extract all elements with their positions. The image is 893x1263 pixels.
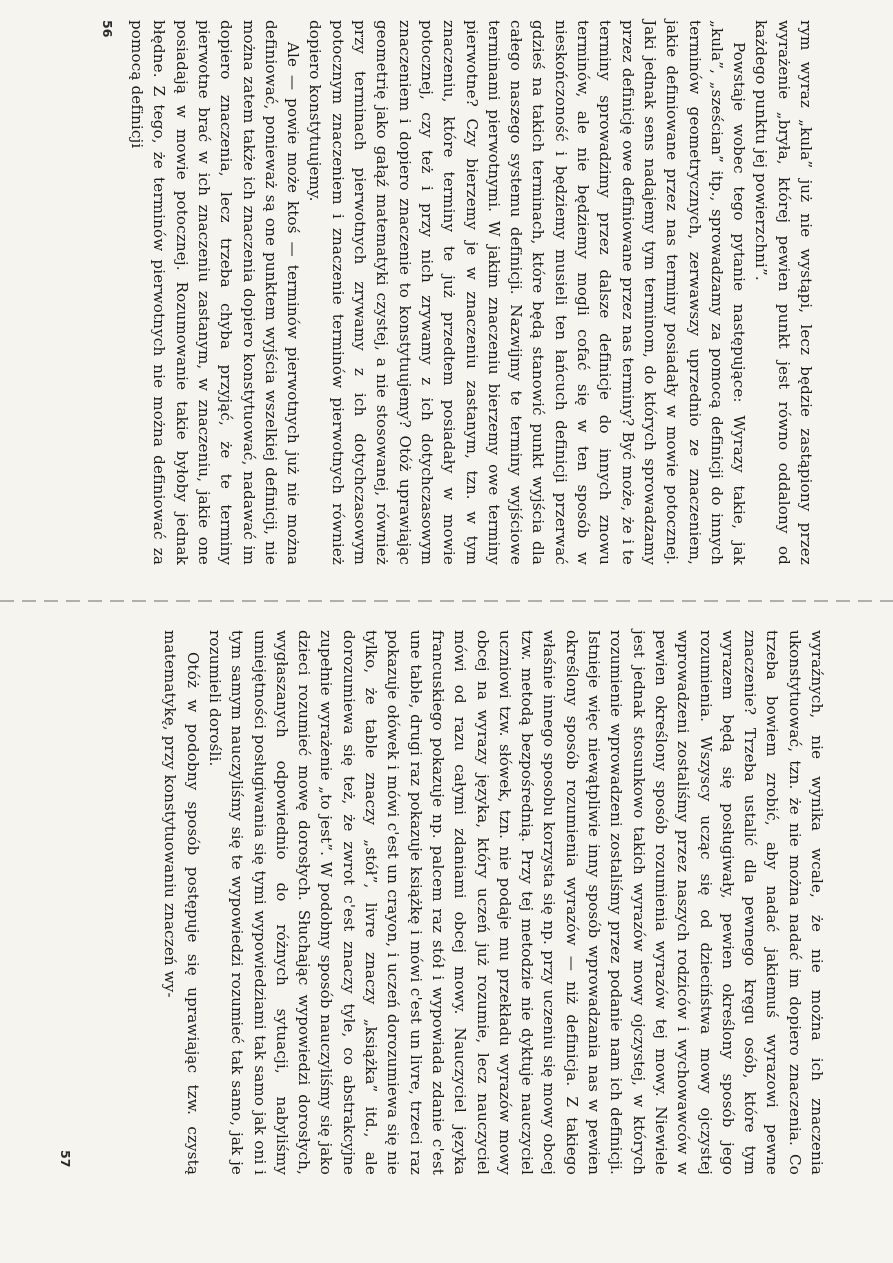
paragraph: wyraźnych, nie wynika wcale, że nie można ich znaczenia ukonstytuować, tzn. że nie można nadać im dopiero znaczenia. Co trzeba bowiem zrobić, aby nadać jakiemuś wyrazowi pewne znaczenie? Trzeba ustalić dla pewnego kręgu osób, które tym wyrazem będą się posługiwały, pewien określony sposób jego rozumienia. Wszyscy ucząc się od dzieciństwa mowy ojczystej wprowadzeni zostaliśmy przez naszych rodziców i wychowawców w pewien określony sposób rozumienia wyrazów tej mowy. Niewiele jest jednak stosunkowo takich wyrazów mowy ojczystej, w których rozumienie wprowadzeni zostaliśmy przez podanie nam ich definicji. Istnieje więc niewątpliwie inny sposób wprowadzania nas w pewien określony sposób rozumienia wyrazów — niż definicja. Z takiego właśnie innego sposobu korzysta się np. przy uczeniu się mowy obcej tzw. metodą bezpośrednią. Przy tej metodzie nie dyktuje nauczyciel uczniowi tzw. słówek, tzn. nie podaje mu przekładu wyrazów mowy obcej na wyrazy języka, który uczeń już rozumie, lecz nauczyciel mówi od razu całymi zdaniami obcej mowy. Nauczyciel języka francuskiego pokazuje np. palcem raz stół i wypowiada zdanie c'est une table, drugi raz pokazuje książkę i mówi c'est un livre, trzeci raz pokazuje ołówek i mówi c'est un crayon, i uczeń dorozumiewa się nie tylko, że table znaczy „stół”, livre znaczy „książka” itd., ale dorozumiewa się też, że zwrot c'est znaczy tyle, co abstrakcyjne zupełnie wyrażenie „to jest”. W podobny sposób nauczyliśmy się jako dzieci rozumieć mowę dorosłych. Słuchając wypowiedzi dorosłych, wygłaszanych odpowiednio do różnych sytuacji, nabyliśmy umiejętności posługiwania się tymi wypowiedziami tak samo jak oni i tym samym nauczyliśmy się te wypowiedzi rozumieć tak samo, jak je rozumieli dorośli. bbox=[205, 630, 826, 1175]
page-number: 56 bbox=[100, 20, 115, 38]
paragraph: rym wyraz „kula” już nie wystąpi, lecz będzie zastąpiony przez wyrażenie „bryła, której pewien punkt jest równo oddalony od każdego punktu jej powierzchni”. bbox=[752, 20, 815, 565]
page-57 bbox=[58, 630, 828, 1190]
paragraph: Powstaje wobec tego pytanie następujące: Wyrazy takie, jak „kula”, „sześcian” itp., sprowadzamy za pomocą definicji do innych terminów geometrycznych, zerwawszy uprzednio ze znaczeniem, jakie definiowane przez nas terminy posiadały w mowie potocznej. Jaki jednak sens nadajemy tym terminom, do których sprowadzamy przez definicję owe definiowane przez nas terminy? Być może, że i te terminy sprowadzimy przez dalsze definicje do innych znowu terminów, ale nie będziemy mogli cofać się w ten sposób w nieskończoność i będziemy musieli ten łańcuch definicji przerwać gdzieś na takich terminach, które będą stanowić punkt wyjścia dla całego naszego systemu definicji. Nazwijmy te terminy wyjściowe terminami pierwotnymi. W jakim znaczeniu bierzemy owe terminy pierwotne? Czy bierzemy je w znaczeniu zastanym, tzn. w tym znaczeniu, które terminy te już przedtem posiadały w mowie potocznej, czy też i przy nich zrywamy z ich dotychczasowym znaczeniem i dopiero znaczenie to konstytuujemy? Otóż uprawiając geometrię jako gałąź matematyki czystej, a nie stosowanej, również przy terminach pierwotnych zrywamy z ich dotychczasowym potocznym znaczeniem i znaczenie terminów pierwotnych również dopiero konstytuujemy. bbox=[306, 20, 749, 565]
page-gutter bbox=[0, 600, 893, 602]
page-56-text bbox=[126, 20, 817, 565]
paragraph: Otóż w podobny sposób postępuje się uprawiając tzw. czystą matematykę, przy konstytuowaniu znaczeń wy- bbox=[161, 630, 202, 1175]
page-number: 57 bbox=[58, 1150, 73, 1168]
paragraph: Ale — powie może ktoś — terminów pierwotnych już nie można definiować, ponieważ są one punktem wyjścia wszelkiej definicji, nie można zatem także ich znaczenia dopiero konstytuować, nadawać im dopiero znaczenia, lecz trzeba chyba przyjąć, że te terminy pierwotne brać w ich znaczeniu zastanym, w znaczeniu, jakie one posiadają w mowie potocznej. Rozumowanie takie byłoby jednak błędne. Z tego, że terminów pierwotnych nie można definiować za pomocą definicji bbox=[128, 20, 303, 565]
page-57-text bbox=[159, 630, 828, 1175]
page-56 bbox=[72, 20, 817, 580]
